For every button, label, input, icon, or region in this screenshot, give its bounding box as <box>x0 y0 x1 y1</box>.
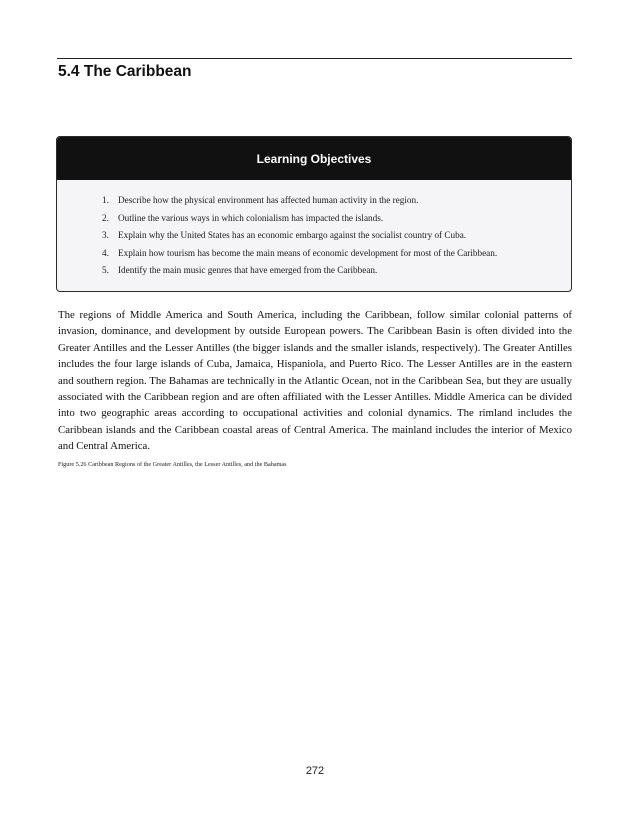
objective-item <box>102 192 571 210</box>
learning-objectives-list <box>57 180 571 280</box>
objective-text: Explain how tourism has become the main means of economic development for most of the Caribbean. <box>118 247 498 258</box>
objective-text: Identify the main music genres that have emerged from the Caribbean. <box>118 265 378 275</box>
objective-text: Outline the various ways in which colonialism has impacted the islands. <box>118 212 384 223</box>
page-number: 272 <box>305 765 325 777</box>
objective-number: 3. <box>102 230 109 240</box>
section-title: 5.4 The Caribbean <box>58 63 192 80</box>
objective-text: Describe how the physical environment has affected human activity in the region. <box>118 195 419 205</box>
objective-number: 4. <box>102 247 109 258</box>
figure-caption: Figure 5.26 Caribbean Regions of the Greater Antilles, the Lesser Antilles, and the Bahamas <box>58 461 287 468</box>
objective-number: 1. <box>102 195 109 205</box>
top-rule-divider <box>57 58 572 59</box>
objective-item <box>102 245 571 263</box>
objective-text: Explain why the United States has an economic embargo against the socialist country of Cuba. <box>118 230 467 240</box>
objective-number: 2. <box>102 212 109 223</box>
learning-objectives-heading: Learning Objectives <box>57 137 571 180</box>
objective-number: 5. <box>102 265 109 275</box>
learning-objectives-box <box>56 136 572 292</box>
objective-item <box>102 227 571 245</box>
objective-item <box>102 262 571 280</box>
objective-item <box>102 210 571 228</box>
body-paragraph: The regions of Middle America and South America, including the Caribbean, follow similar colonial patterns of invasion, dominance, and development by outside European powers. The Caribbean Basin is often divided into the Greater Antilles and the Lesser Antilles (the bigger islands and the smaller islands, respectively). The Greater Antilles includes the four large islands of Cuba, Jamaica, Hispaniola, and Puerto Rico. The Lesser Antilles are in the eastern and southern region. The Bahamas are technically in the Atlantic Ocean, not in the Caribbean Sea, but they are usually associated with the Caribbean region and are often affiliated with the Lesser Antilles. Middle America can be divided into two geographic areas according to occupational activities and colonial dynamics. The rimland includes the Caribbean islands and the Caribbean coastal areas of Central America. The mainland includes the interior of Mexico and Central America. <box>58 309 572 453</box>
